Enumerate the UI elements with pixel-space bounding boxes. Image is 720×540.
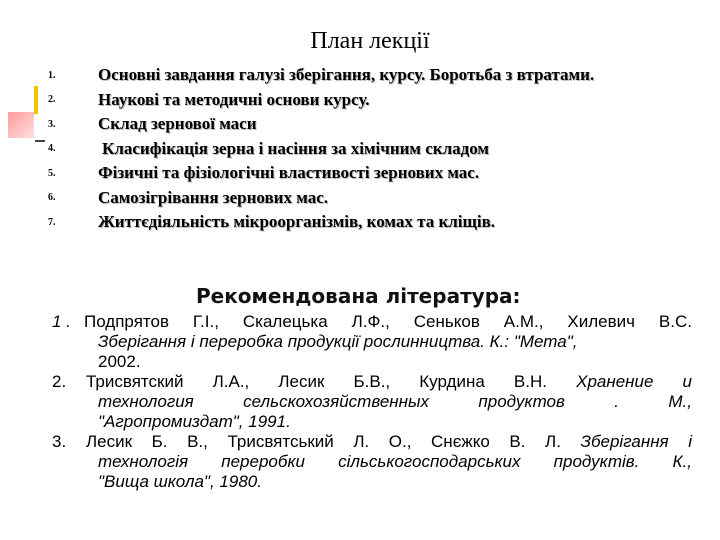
- red-accent-square: [8, 112, 34, 138]
- list-item-number: 7.: [48, 216, 56, 228]
- list-item-text: Наукові та методичні основи курсу.: [98, 89, 370, 109]
- reference-title: технологія переробки сільськогосподарських продуктів. К.,: [98, 452, 692, 471]
- reference-title: технология сельскохозяйственных продуктов . М.,: [98, 392, 692, 411]
- list-item-text: Самозігрівання зернових мас.: [98, 187, 328, 207]
- list-item-number: 2.: [48, 94, 56, 106]
- reference-authors: Трисвятский Л.А., Лесик Б.В., Курдина В.Н.: [86, 372, 547, 391]
- list-item: [48, 161, 594, 186]
- reference-item: [52, 432, 692, 492]
- reference-authors: Лесик Б. В., Трисвятський Л. О., Снєжко В. Л.: [86, 432, 561, 451]
- reference-title: Зберігання і переробка продукції рослинництва. К.: "Мета",: [98, 332, 578, 351]
- reference-publisher: "Агропромиздат", 1991.: [98, 412, 291, 431]
- reference-number: 3.: [52, 432, 67, 451]
- reference-list: [52, 312, 692, 492]
- reference-number: 1 .: [52, 312, 71, 331]
- list-item-number: 4.: [48, 143, 56, 155]
- list-item-text: Життєдіяльність мікроорганізмів, комах та кліщів.: [98, 212, 496, 232]
- reference-first-line: [52, 432, 692, 452]
- list-item: [48, 186, 594, 211]
- list-item: [48, 112, 594, 137]
- list-item-number: 1.: [48, 69, 56, 81]
- reference-title-start: Хранение и: [576, 372, 692, 391]
- yellow-accent-bar: [34, 86, 38, 114]
- literature-heading: Рекомендована література:: [196, 284, 521, 308]
- reference-title-start: Зберігання і: [580, 432, 692, 451]
- list-item-text: Фізичні та фізіологічні властивості зернових мас.: [98, 163, 480, 183]
- reference-authors: Подпрятов Г.І., Скалецька Л.Ф., Сеньков А.М., Хилевич В.С.: [84, 312, 692, 331]
- list-item-number: 5.: [48, 167, 56, 179]
- list-item: [48, 210, 594, 235]
- reference-year: 2002.: [98, 352, 141, 371]
- reference-publisher: "Вища школа", 1980.: [98, 472, 262, 491]
- list-item-number: 6.: [48, 192, 56, 204]
- list-item: [48, 137, 594, 162]
- reference-item: [52, 372, 692, 432]
- reference-first-line: [52, 372, 692, 392]
- reference-number: 2.: [52, 372, 67, 391]
- reference-item: [52, 312, 692, 372]
- list-item-text: Основні завдання галузі зберігання, курсу. Боротьба з втратами.: [98, 65, 595, 85]
- list-item-text: Класифікація зерна і насіння за хімічним складом: [102, 138, 489, 158]
- lecture-plan-list: [48, 63, 594, 235]
- list-item: [48, 88, 594, 113]
- list-item-number: 3.: [48, 118, 56, 130]
- list-item: [48, 63, 594, 88]
- page-title: План лекції: [310, 28, 430, 54]
- accent-dash: [35, 140, 45, 142]
- list-item-text: Склад зернової маси: [98, 114, 257, 134]
